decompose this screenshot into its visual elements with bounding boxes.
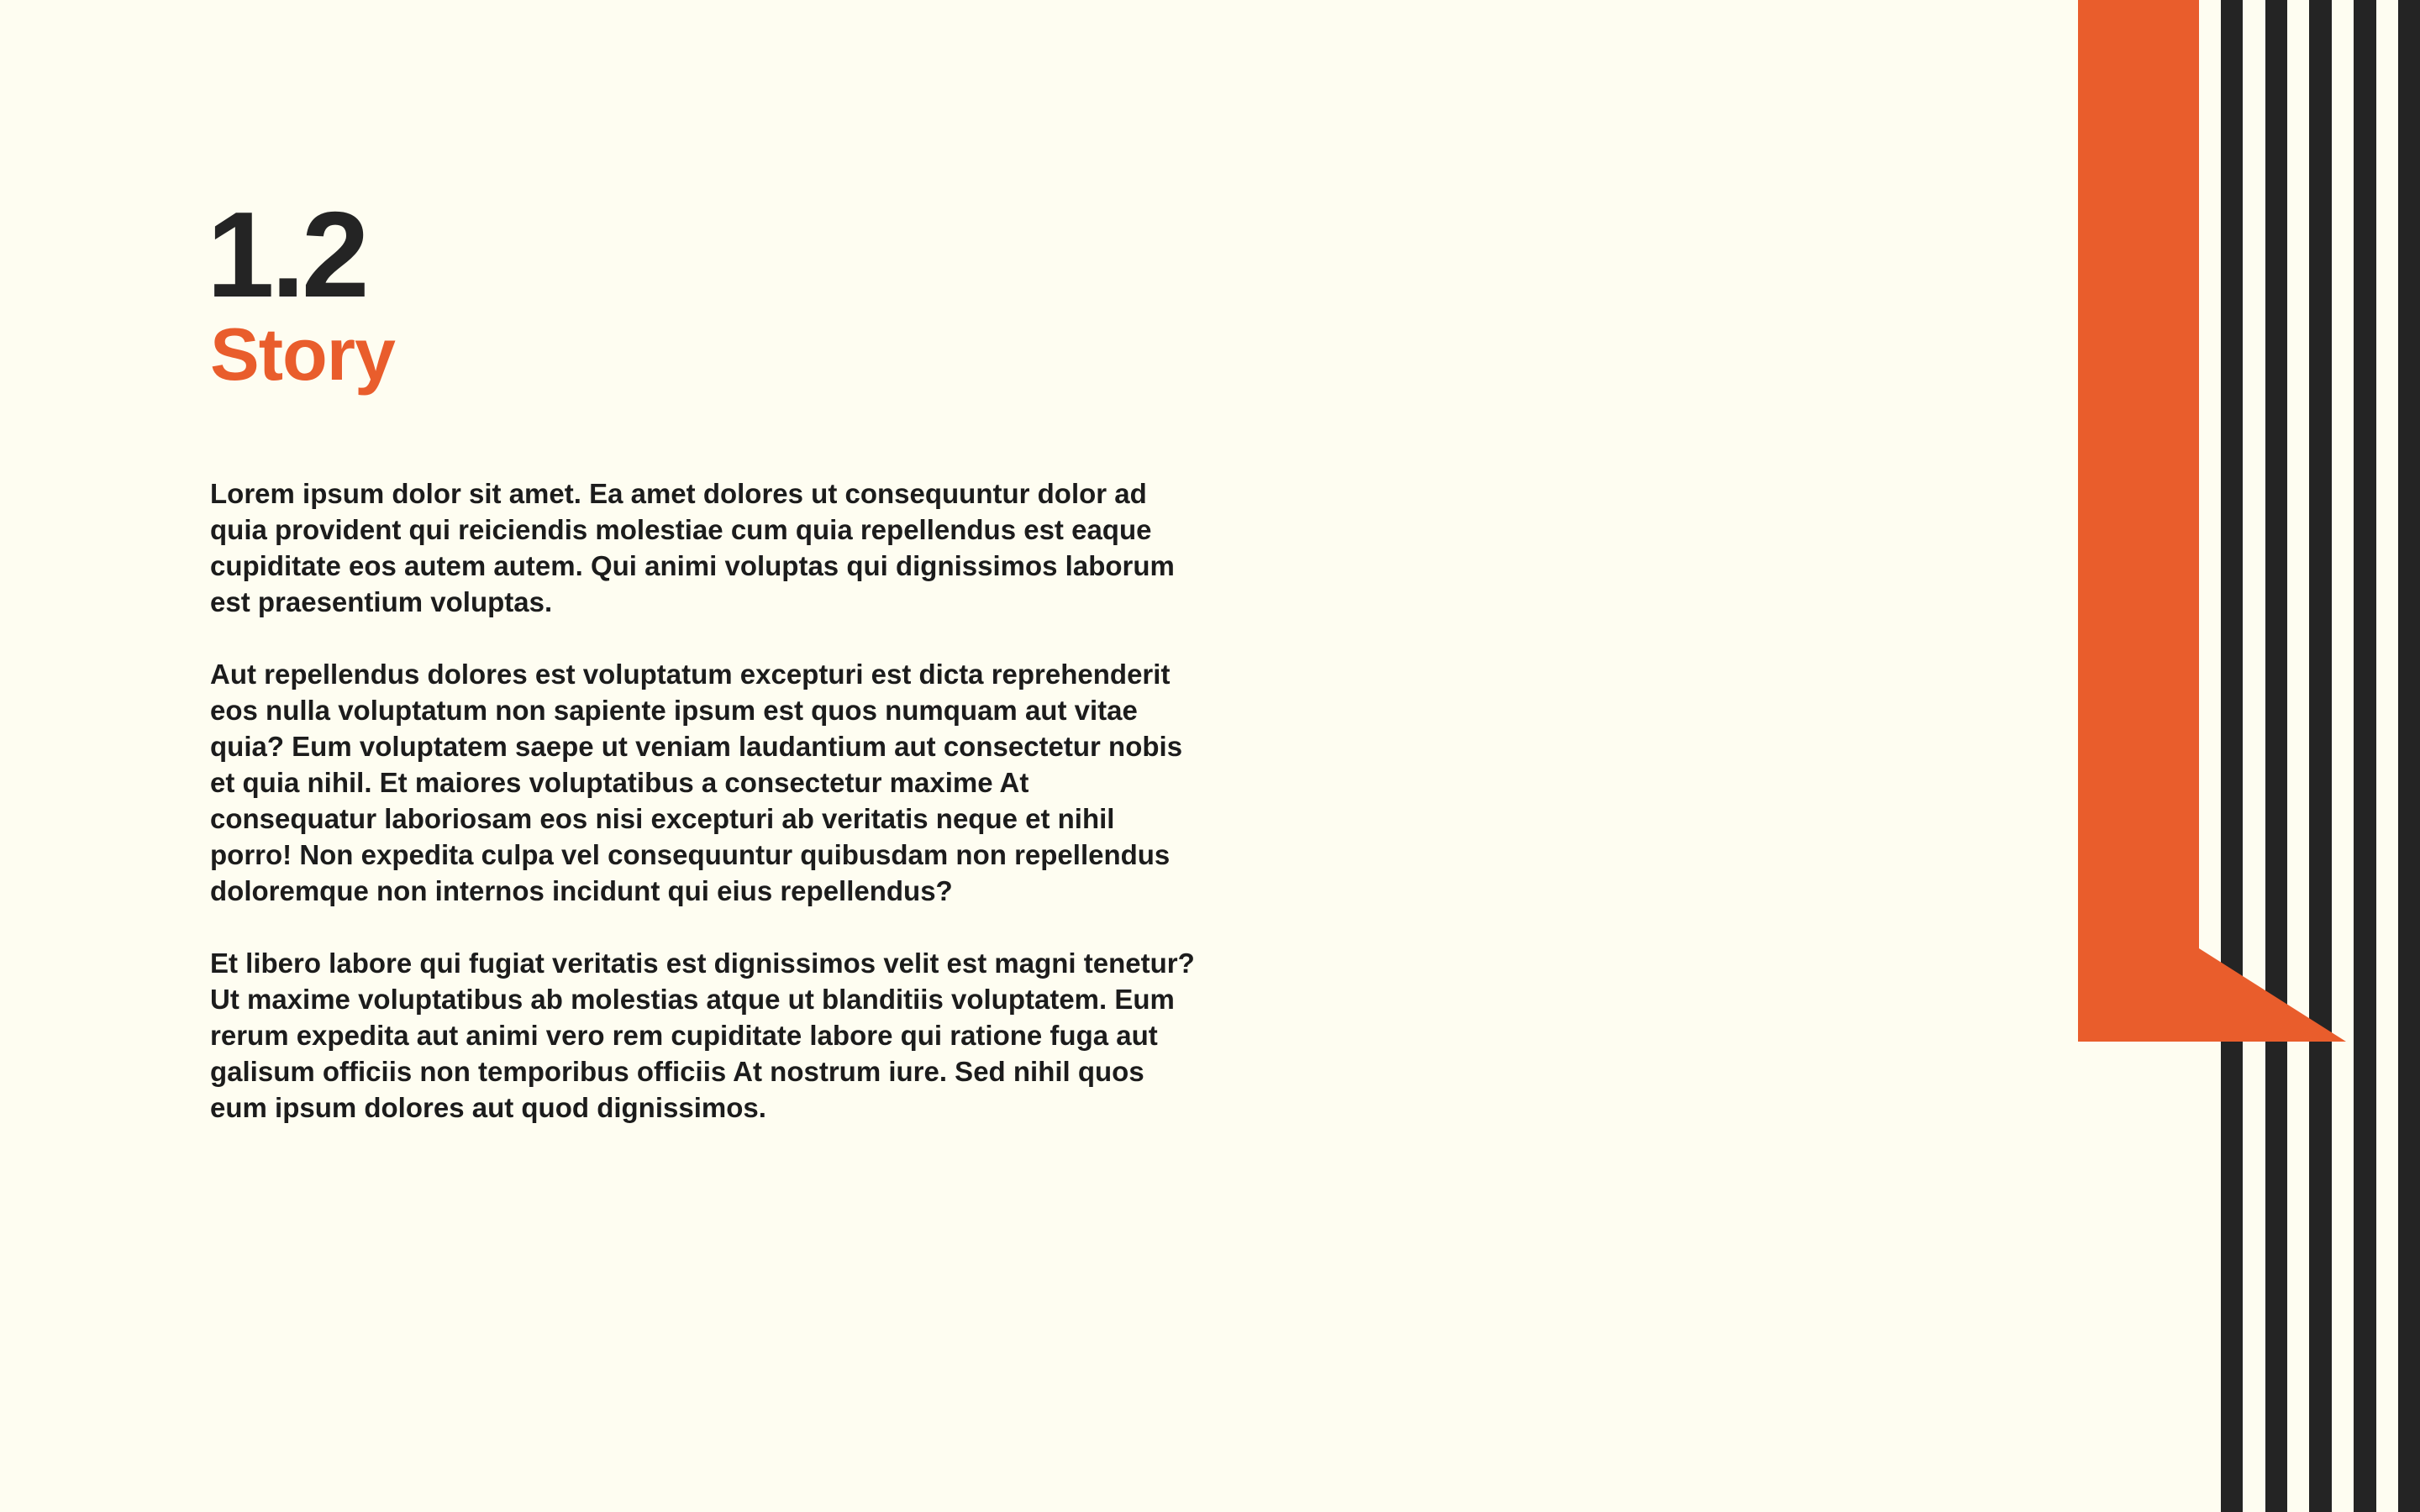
dark-stripe-3 xyxy=(2309,0,2332,1512)
section-title: Story xyxy=(210,312,395,396)
dark-stripe-1 xyxy=(2221,0,2243,1512)
dark-stripe-5 xyxy=(2398,0,2420,1512)
paragraph-1: Lorem ipsum dolor sit amet. Ea amet dolores ut consequuntur dolor ad quia provident qui reiciendis molestiae cum quia repellendus est eaque cupiditate eos autem autem. Qui animi voluptas qui dignissimos laborum est praesentium voluptas. xyxy=(210,478,1175,617)
dark-stripe-4 xyxy=(2354,0,2376,1512)
paragraph-3: Et libero labore qui fugiat veritatis est dignissimos velit est magni tenetur? Ut maxime voluptatibus ab molestias atque ut blanditiis voluptatem. Eum rerum expedita aut animi vero rem cupiditate labore qui ratione fuga aut galisum officiis non temporibus officiis At nostrum iure. Sed nihil quos eum ipsum dolores aut quod dignissimos. xyxy=(210,948,1195,1123)
orange-flag-shape xyxy=(2078,0,2346,1042)
dark-stripe-2 xyxy=(2265,0,2287,1512)
section-number: 1.2 xyxy=(207,186,366,323)
paragraph-2: Aut repellendus dolores est voluptatum excepturi est dicta reprehenderit eos nulla voluptatum non sapiente ipsum est quos numquam aut vitae quia? Eum voluptatem saepe ut veniam laudantium aut consectetur nobis et quia nihil. Et maiores voluptatibus a consectetur maxime At consequatur laboriosam eos nisi excepturi ab veritatis neque et nihil porro! Non expedita culpa vel consequuntur quibusdam non repellendus doloremque non internos incidunt qui eius repellendus? xyxy=(210,659,1183,906)
